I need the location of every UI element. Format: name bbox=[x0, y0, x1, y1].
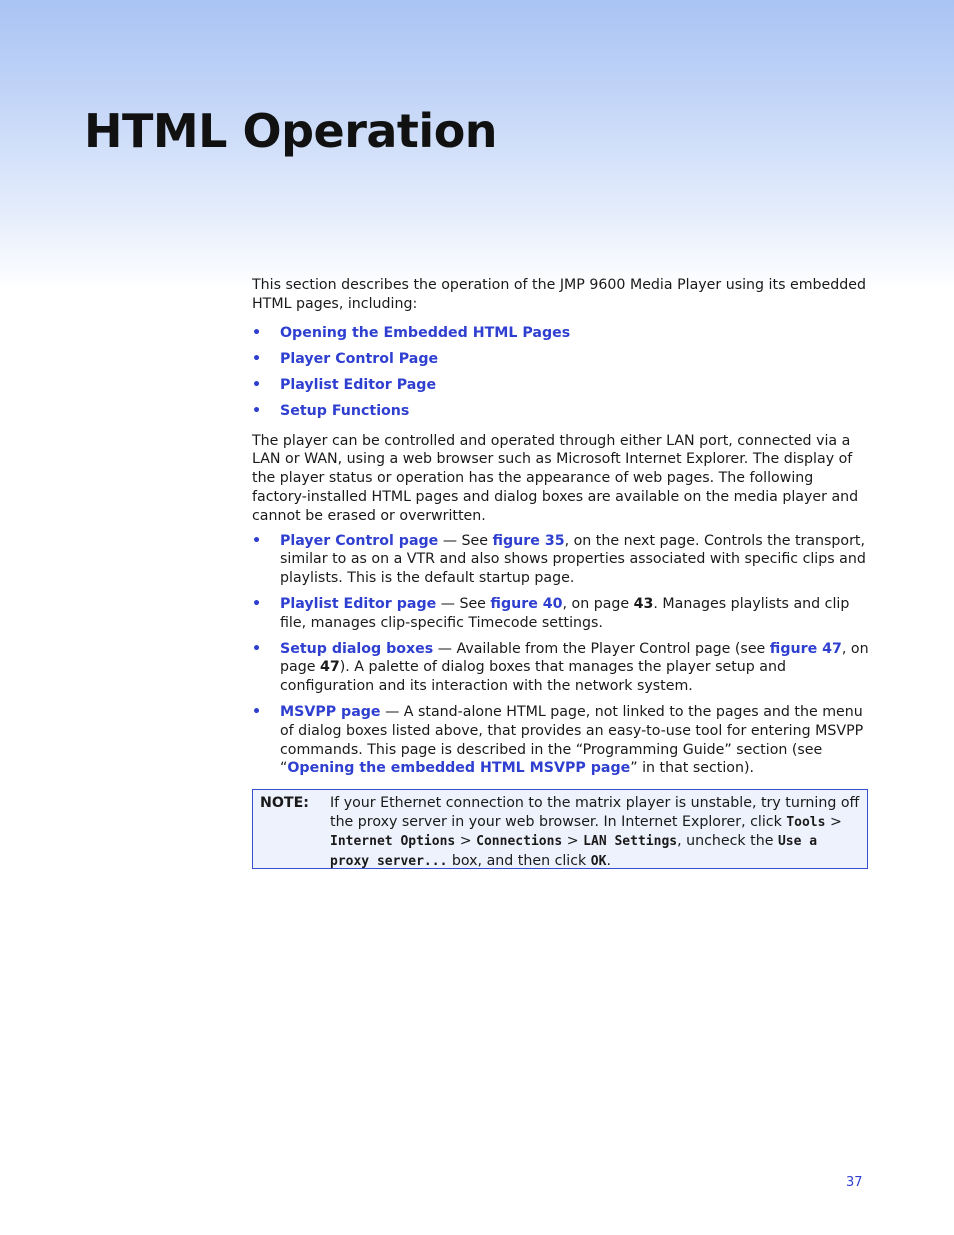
pages-list bbox=[252, 532, 872, 779]
page-number: 37 bbox=[846, 1175, 863, 1190]
note-text bbox=[330, 794, 862, 871]
item-text: , on the next page. Controls the transport, similar to as on a VTR and also shows properties associated with specific clips and playlists. This is the default startup page. bbox=[280, 532, 866, 587]
item-text: ). A palette of dialog boxes that manages the player setup and configuration and its interaction with the network system. bbox=[280, 659, 786, 695]
page-title: HTML Operation bbox=[84, 104, 498, 158]
figure-35-link[interactable]: figure 35 bbox=[492, 532, 565, 549]
description-paragraph: The player can be controlled and operated through either LAN port, connected via a LAN or WAN, using a web browser such as Microsoft Internet Explorer. The display of the player status or operation has the appearance of web pages. The following factory-installed HTML pages and dialog boxes are available on the media player and cannot be erased or overwritten. bbox=[252, 432, 859, 524]
note-text-part: box, and then click bbox=[447, 852, 591, 869]
note-box bbox=[252, 789, 868, 869]
toc-item bbox=[252, 346, 872, 372]
item-text: — See bbox=[438, 532, 493, 549]
toc-link-setup-functions[interactable]: Setup Functions bbox=[280, 402, 410, 419]
player-control-link[interactable]: Player Control page bbox=[280, 532, 439, 549]
item-text: . Manages playlists and clip file, manages clip-specific Timecode settings. bbox=[280, 595, 850, 631]
list-item-player-control bbox=[252, 532, 872, 588]
bullet-icon: • bbox=[252, 595, 262, 612]
toc-list bbox=[252, 320, 872, 424]
figure-40-link[interactable]: figure 40 bbox=[490, 595, 563, 612]
list-item-msvpp bbox=[252, 703, 872, 778]
toc-link-opening-pages[interactable]: Opening the Embedded HTML Pages bbox=[280, 324, 571, 341]
setup-dialogs-link[interactable]: Setup dialog boxes bbox=[280, 640, 434, 657]
list-item-setup-dialogs bbox=[252, 640, 872, 696]
figure-47-link[interactable]: figure 47 bbox=[769, 640, 842, 657]
toc-item bbox=[252, 320, 872, 346]
note-label: NOTE: bbox=[260, 795, 309, 811]
menu-separator: > bbox=[455, 833, 477, 849]
toc-item bbox=[252, 372, 872, 398]
note-text-part: , uncheck the bbox=[677, 833, 778, 849]
menu-lan-settings: LAN Settings bbox=[583, 834, 678, 849]
page-ref: 47 bbox=[319, 659, 340, 676]
toc-link-playlist-editor[interactable]: Playlist Editor Page bbox=[280, 376, 437, 393]
toc-item bbox=[252, 398, 872, 424]
menu-separator: > bbox=[562, 833, 584, 849]
bullet-icon: • bbox=[252, 532, 262, 549]
note-text-part: . bbox=[606, 852, 611, 869]
note-text-part: If your Ethernet connection to the matrix player is unstable, try turning off the proxy server in your web browser. In Internet Explorer, click bbox=[330, 795, 860, 830]
page-ref: 43 bbox=[633, 595, 654, 612]
bullet-icon: • bbox=[252, 640, 262, 657]
toc-link-player-control[interactable]: Player Control Page bbox=[280, 350, 439, 367]
bullet-icon: • bbox=[252, 350, 262, 367]
msvpp-page-link[interactable]: MSVPP page bbox=[280, 703, 381, 720]
item-text: , on page bbox=[280, 640, 869, 676]
playlist-editor-link[interactable]: Playlist Editor page bbox=[280, 595, 437, 612]
option-use-proxy: Use a proxy server... bbox=[330, 834, 818, 869]
button-ok: OK bbox=[590, 853, 607, 869]
intro-paragraph: This section describes the operation of the JMP 9600 Media Player using its embedded HTML pages, including: bbox=[252, 277, 866, 312]
item-text: — Available from the Player Control page (see bbox=[433, 640, 770, 657]
main-content bbox=[252, 276, 872, 785]
menu-separator: > bbox=[825, 813, 842, 830]
bullet-icon: • bbox=[252, 402, 262, 419]
bullet-icon: • bbox=[252, 376, 262, 393]
item-text: — See bbox=[436, 595, 491, 612]
list-item-playlist-editor bbox=[252, 595, 872, 633]
item-text: , on page bbox=[562, 595, 634, 612]
item-text: ” in that section). bbox=[630, 760, 755, 777]
opening-msvpp-link[interactable]: Opening the embedded HTML MSVPP page bbox=[287, 760, 631, 777]
bullet-icon: • bbox=[252, 324, 262, 341]
item-text: — A stand-alone HTML page, not linked to the pages and the menu of dialog boxes listed above, that provides an easy-to-use tool for entering MSVPP commands. This page is described in the “Programming Guide” section (see “ bbox=[280, 703, 864, 777]
menu-tools: Tools bbox=[786, 814, 826, 830]
bullet-icon: • bbox=[252, 703, 262, 720]
menu-connections: Connections bbox=[476, 834, 563, 849]
menu-internet-options: Internet Options bbox=[330, 834, 456, 849]
